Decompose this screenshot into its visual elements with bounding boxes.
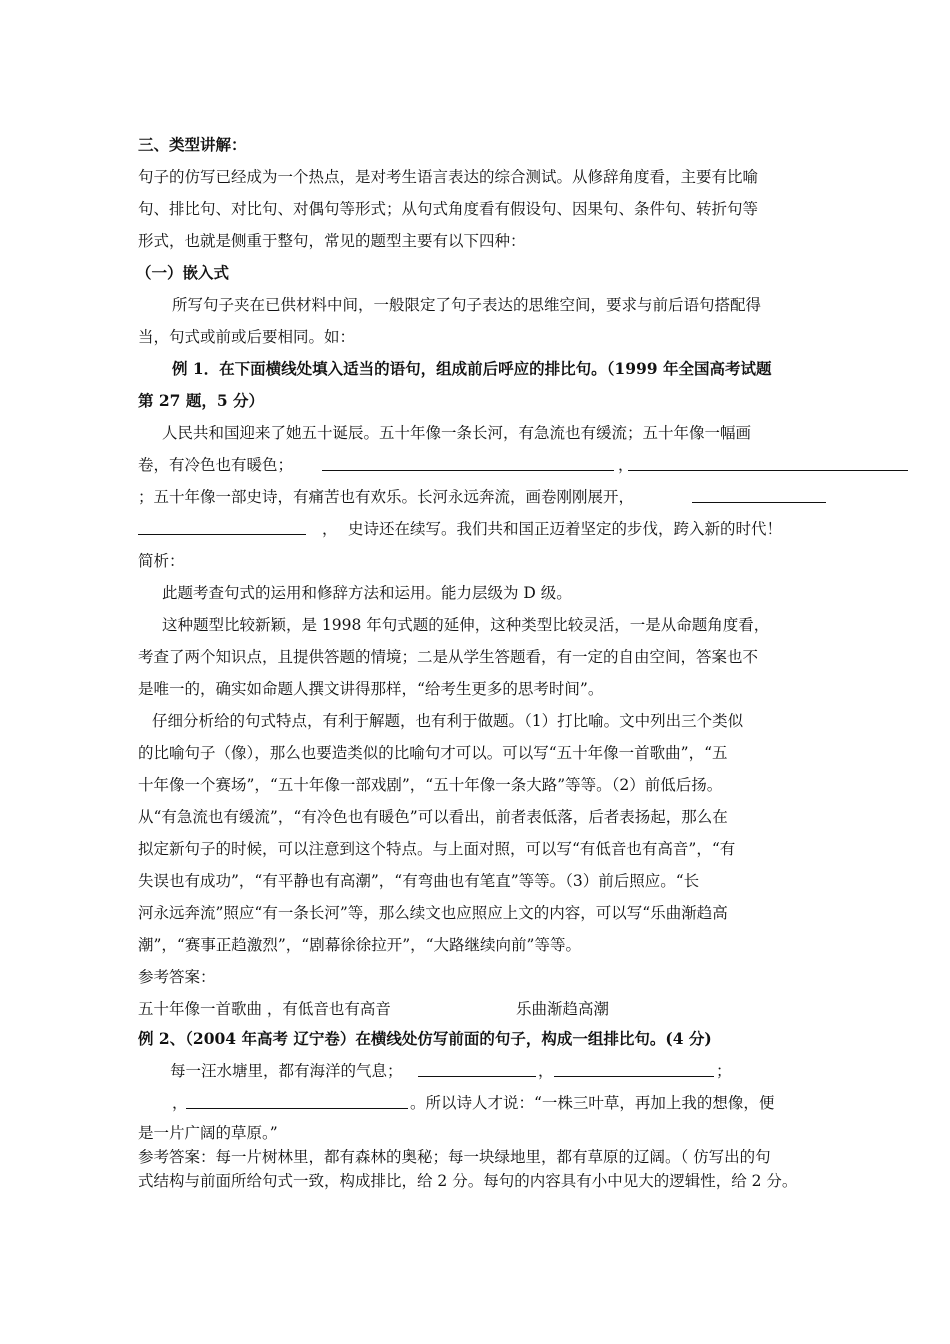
- analysis-line-1: 此题考查句式的运用和修辞方法和运用。能力层级为 D 级。: [162, 584, 572, 602]
- example1-text-line-4: 史诗还在续写。我们共和国正迈着坚定的步伐，跨入新的时代！: [348, 520, 783, 538]
- answer-blank-2[interactable]: [628, 455, 908, 471]
- example1-title-line-1: 例 1．在下面横线处填入适当的语句，组成前后呼应的排比句。（1999 年全国高考试题: [172, 359, 772, 378]
- example1-text-line-3: ；五十年像一部史诗，有痛苦也有欢乐。长河永远奔流，画卷刚刚展开，: [138, 488, 635, 506]
- intro-line-2: 句、排比句、对比句、对偶句等形式；从句式角度看有假设句、因果句、条件句、转折句等: [138, 200, 759, 218]
- example1-text-line-2: 卷，有冷色也有暖色；: [138, 456, 294, 474]
- sub-intro-line-2: 当，句式或前或后要相同。如：: [138, 328, 356, 346]
- example2-comma-2: ，: [172, 1094, 188, 1112]
- analysis-line-7: 十年像一个赛场”，“五十年像一部戏剧”，“五十年像一条大路”等等。（2）前低后扬。: [138, 776, 723, 794]
- answer-blank-1[interactable]: [322, 455, 614, 471]
- analysis-line-11: 河永远奔流”照应“有一条长河”等，那么续文也应照应上文的内容，可以写“乐曲渐趋高: [138, 904, 728, 922]
- answer1-part-a: 五十年像一首歌曲 ，有低音也有高音: [138, 1000, 391, 1018]
- answer-blank-7[interactable]: [186, 1093, 408, 1109]
- example2-line-3: 是一片广阔的草原。”: [138, 1124, 278, 1142]
- intro-line-3: 形式，也就是侧重于整句，常见的题型主要有以下四种：: [138, 232, 526, 250]
- answer-blank-3[interactable]: [692, 487, 826, 503]
- analysis-line-9: 拟定新句子的时候，可以注意到这个特点。与上面对照，可以写“有低音也有高音”，“有: [138, 840, 736, 858]
- comma-2: ，: [322, 520, 338, 538]
- example2-semicolon: ；: [716, 1062, 732, 1080]
- answer-blank-4[interactable]: [138, 519, 306, 535]
- analysis-line-4: 是唯一的，确实如命题人撰文讲得那样，“给考生更多的思考时间”。: [138, 680, 604, 698]
- sub-intro-line-1: 所写句子夹在已供材料中间，一般限定了句子表达的思维空间，要求与前后语句搭配得: [172, 296, 762, 314]
- analysis-line-5: 仔细分析给的句式特点，有利于解题，也有利于做题。（1）打比喻。文中列出三个类似: [152, 712, 744, 730]
- example2-comma-1: ，: [538, 1062, 554, 1080]
- answer-blank-6[interactable]: [554, 1061, 714, 1077]
- example1-text-line-1: 人民共和国迎来了她五十诞辰。五十年像一条长河，有急流也有缓流；五十年像一幅画: [162, 424, 752, 442]
- analysis-line-8: 从“有急流也有缓流”，“有冷色也有暖色”可以看出，前者表低落，后者表扬起，那么在: [138, 808, 728, 826]
- answer-blank-5[interactable]: [418, 1061, 536, 1077]
- example1-title-line-2: 第 27 题，5 分）: [138, 391, 265, 410]
- example2-line-2: 。所以诗人才说：“一株三叶草，再加上我的想像，便: [410, 1094, 775, 1112]
- example2-answer-line-2: 式结构与前面所给句式一致，构成排比，给 2 分。每句的内容具有小中见大的逻辑性，给 2 分。: [138, 1172, 798, 1190]
- example2-title: 例 2、（2004 年高考 辽宁卷）在横线处仿写前面的句子，构成一组排比句。(4 分): [138, 1029, 712, 1048]
- section-heading: 三、类型讲解：: [138, 135, 247, 154]
- analysis-line-2: 这种题型比较新颖，是 1998 年句式题的延伸，这种类型比较灵活，一是从命题角度看，: [162, 616, 770, 634]
- sub-heading: （一）嵌入式: [136, 263, 230, 282]
- analysis-line-10: 失误也有成功”，“有平静也有高潮”，“有弯曲也有笔直”等等。（3）前后照应。“长: [138, 872, 700, 890]
- comma-1: ，: [618, 456, 634, 474]
- analysis-line-6: 的比喻句子（像），那么也要造类似的比喻句才可以。可以写“五十年像一首歌曲”，“五: [138, 744, 728, 762]
- analysis-line-12: 潮”，“赛事正趋激烈”，“剧幕徐徐拉开”，“大路继续向前”等等。: [138, 936, 581, 954]
- intro-line-1: 句子的仿写已经成为一个热点，是对考生语言表达的综合测试。从修辞角度看，主要有比喻: [138, 168, 759, 186]
- answer-label: 参考答案：: [138, 968, 216, 986]
- example2-line-1: 每一汪水塘里，都有海洋的气息；: [170, 1062, 403, 1080]
- analysis-label: 简析：: [138, 552, 185, 570]
- analysis-line-3: 考查了两个知识点，且提供答题的情境；二是从学生答题看，有一定的自由空间，答案也不: [138, 648, 759, 666]
- example2-answer-line-1: 参考答案：每一片树林里，都有森林的奥秘；每一块绿地里，都有草原的辽阔。（ 仿写出的句: [138, 1148, 771, 1166]
- answer1-part-b: 乐曲渐趋高潮: [516, 1000, 610, 1018]
